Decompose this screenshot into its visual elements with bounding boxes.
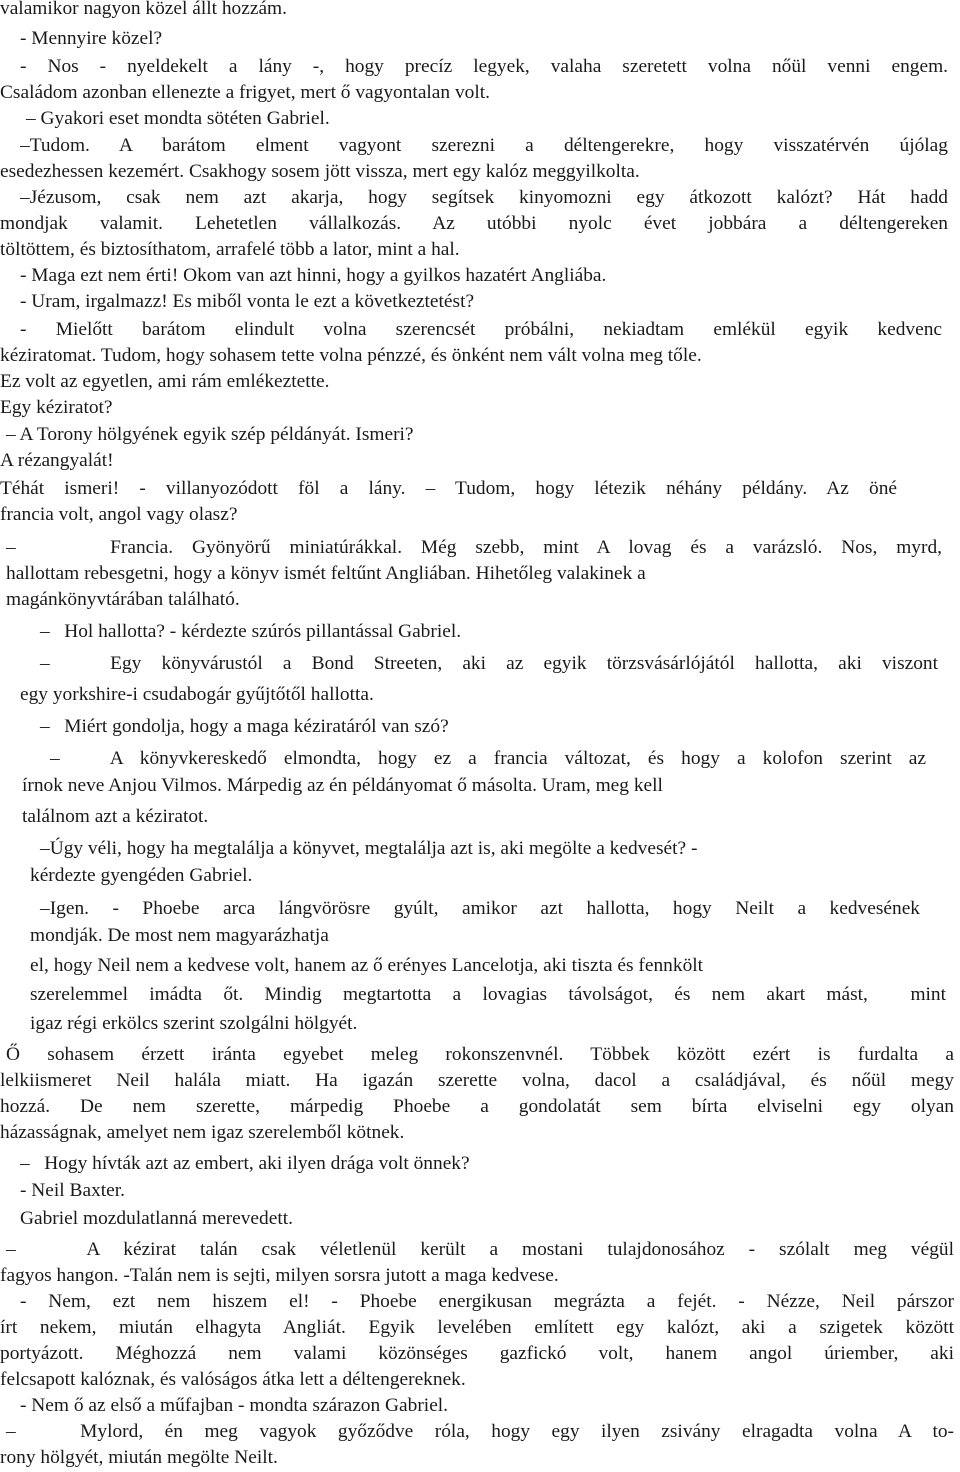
text-line: írt nekem, miután elhagyta Angliát. Egyik levelében említett egy kalózt, aki a szigetek között [0, 1317, 954, 1338]
text-line: Családom azonban ellenezte a frigyet, mert ő vagyontalan volt. [0, 82, 490, 103]
text-line: Ő sohasem érzett iránta egyebet meleg rokonszenvnél. Többek között ezért is furdalta a [6, 1044, 954, 1065]
text-line: francia volt, angol vagy olasz? [0, 504, 238, 525]
text-line: –Jézusom, csak nem azt akarja, hogy segítsek kinyomozni egy átkozott kalózt? Hát hadd [20, 187, 948, 208]
text-line: magánkönyvtárában található. [6, 589, 240, 610]
text-line: - Mielőtt barátom elindult volna szerencsét próbálni, nekiadtam emlékül egyik kedvenc [20, 319, 942, 340]
text-line: házasságnak, amelyet nem igaz szerelemből kötnek. [0, 1122, 405, 1143]
text-line: töltöttem, és biztosíthatom, arrafelé több a lator, mint a hal. [0, 239, 460, 260]
text-line: Téhát ismeri! - villanyozódott föl a lány. – Tudom, hogy létezik néhány példány. Az öné [0, 478, 897, 499]
text-line: rony hölgyét, miután megölte Neilt. [0, 1447, 278, 1468]
text-line: – Hol hallotta? - kérdezte szúrós pillantással Gabriel. [40, 621, 462, 642]
text-line: – A kézirat talán csak véletlenül került a mostani tulajdonosához - szólalt meg végül [6, 1239, 954, 1260]
text-line: - Nem ő az első a műfajban - mondta szárazon Gabriel. [20, 1395, 449, 1416]
text-line: mondjak valamit. Lehetetlen vállalkozás. Az utóbbi nyolc évet jobbára a déltengereken [0, 213, 948, 234]
text-line: - Nos - nyeldekelt a lány -, hogy precíz legyek, valaha szeretett volna nőül venni engem. [20, 56, 948, 77]
text-line: igaz régi erkölcs szerint szolgálni hölgyét. [30, 1013, 358, 1034]
text-line: hallottam rebesgetni, hogy a könyv ismét feltűnt Angliában. Hihetőleg valakinek a [6, 563, 646, 584]
text-line: mondják. De most nem magyarázhatja [30, 925, 329, 946]
text-line: – Francia. Gyönyörű miniatúrákkal. Még szebb, mint A lovag és a varázsló. Nos, myrd, [6, 537, 942, 558]
text-line: - Mennyire közel? [20, 28, 163, 49]
text-line: –Igen. - Phoebe arca lángvörösre gyúlt, amikor azt hallotta, hogy Neilt a kedvesének [40, 898, 920, 919]
text-line: Egy kéziratot? [0, 397, 113, 418]
text-line: el, hogy Neil nem a kedvese volt, hanem az ő erényes Lancelotja, aki tiszta és fennkölt [30, 955, 704, 976]
text-line: kérdezte gyengéden Gabriel. [30, 865, 253, 886]
text-line: írnok neve Anjou Vilmos. Márpedig az én példányomat ő másolta. Uram, meg kell [22, 775, 663, 796]
text-line: - Neil Baxter. [20, 1180, 126, 1201]
text-line: – Miért gondolja, hogy a maga kéziratáról van szó? [40, 716, 449, 737]
text-line: - Maga ezt nem érti! Okom van azt hinni, hogy a gyilkos hazatért Angliába. [20, 265, 607, 286]
text-line: –Úgy véli, hogy ha megtalálja a könyvet, megtalálja azt is, aki megölte a kedvesét? - [40, 838, 698, 859]
text-line: A rézangyalát! [0, 450, 114, 471]
text-line: esedezhessen kezemért. Csakhogy sosem jött vissza, mert egy kalóz meggyilkolta. [0, 161, 640, 182]
text-line: – A Torony hölgyének egyik szép példányát. Ismeri? [6, 424, 414, 445]
text-line: találnom azt a kéziratot. [22, 806, 209, 827]
text-line: fagyos hangon. -Talán nem is sejti, milyen sorsra jutott a maga kedvese. [0, 1265, 559, 1286]
text-line: - Uram, irgalmazz! Es miből vonta le ezt a következtetést? [20, 291, 475, 312]
text-line: –Tudom. A barátom elment vagyont szerezni a déltengerekre, hogy visszatérvén újólag [20, 135, 948, 156]
text-line: szerelemmel imádta őt. Mindig megtartotta a lovagias távolságot, és nem akart mást, mint [30, 984, 946, 1005]
text-line: – Hogy hívták azt az embert, aki ilyen drága volt önnek? [20, 1153, 470, 1174]
text-line: Ez volt az egyetlen, ami rám emlékeztette. [0, 371, 330, 392]
text-line: felcsapott kalóznak, és valóságos átka lett a déltengereknek. [0, 1369, 466, 1390]
text-line: portyázott. Méghozzá nem valami közönséges gazfickó volt, hanem angol úriember, aki [0, 1343, 954, 1364]
text-line: lelkiismeret Neil halála miatt. Ha igazán szerette volna, dacol a családjával, és nőül megy [0, 1070, 954, 1091]
text-line: – Egy könyvárustól a Bond Streeten, aki az egyik törzsvásárlójától hallotta, aki viszont [40, 653, 938, 674]
text-line: Gabriel mozdulatlanná merevedett. [20, 1208, 293, 1229]
text-line: egy yorkshire-i csudabogár gyűjtőtől hallotta. [20, 684, 374, 705]
text-line: - Nem, ezt nem hiszem el! - Phoebe energikusan megrázta a fejét. - Nézze, Neil párszor [20, 1291, 954, 1312]
text-line: kéziratomat. Tudom, hogy sohasem tette volna pénzzé, és önként nem vált volna meg tőle. [0, 345, 702, 366]
text-line: hozzá. De nem szerette, márpedig Phoebe a gondolatát sem bírta elviselni egy olyan [0, 1096, 954, 1117]
text-line: – A könyvkereskedő elmondta, hogy ez a francia változat, és hogy a kolofon szerint az [50, 748, 926, 769]
text-line: valamikor nagyon közel állt hozzám. [0, 0, 287, 19]
text-line: – Gyakori eset mondta sötéten Gabriel. [26, 108, 330, 129]
text-line: – Mylord, én meg vagyok győződve róla, hogy egy ilyen zsivány elragadta volna A to- [6, 1421, 954, 1442]
